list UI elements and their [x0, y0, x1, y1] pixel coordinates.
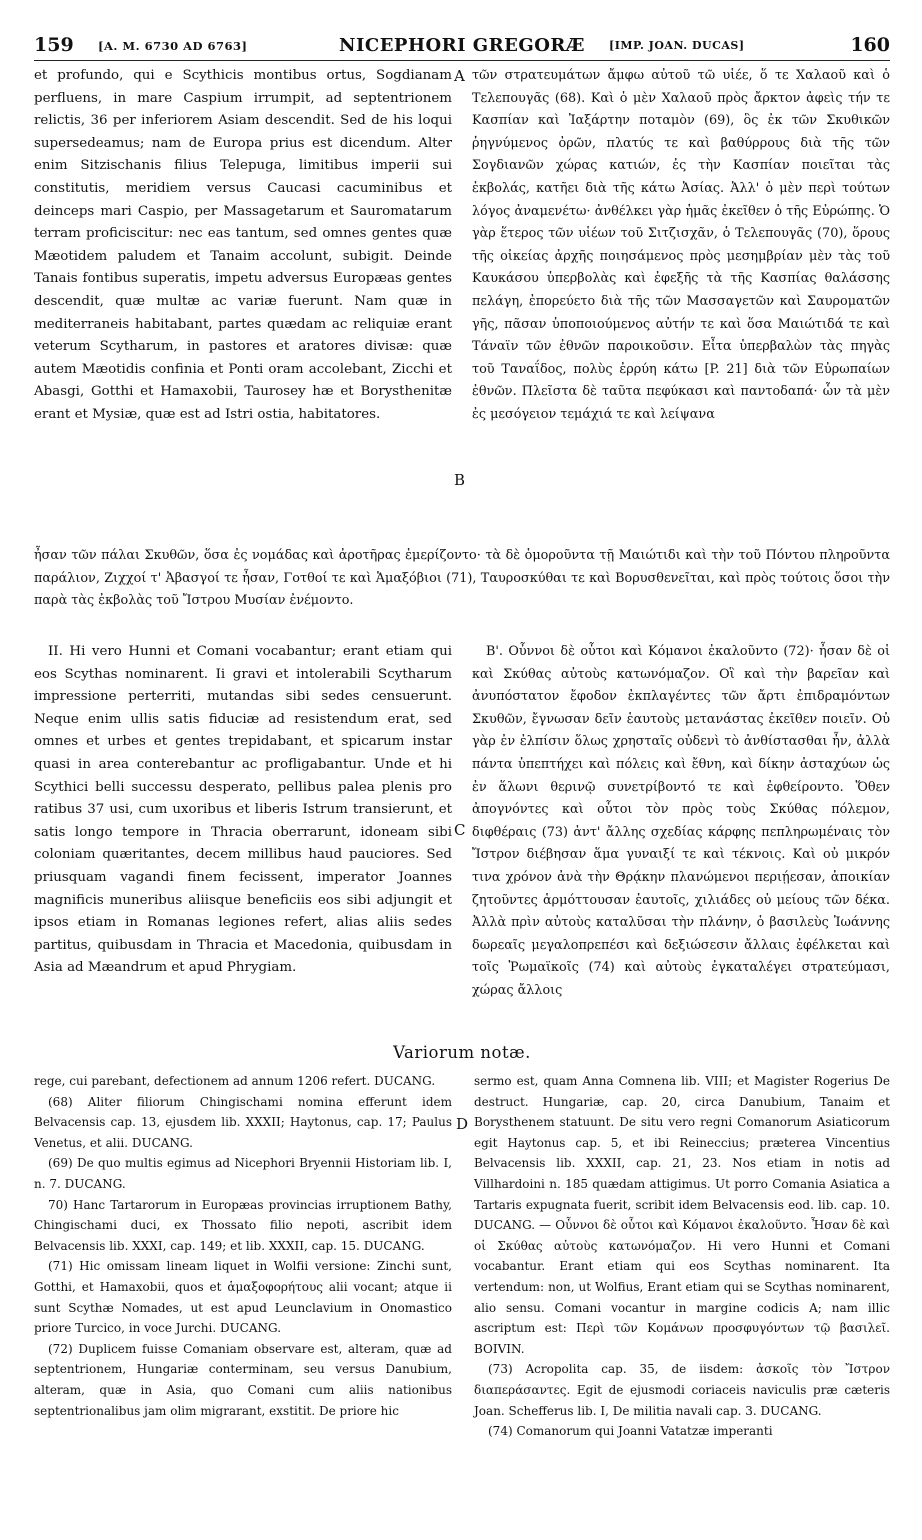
page-title: NICEPHORI GREGORÆ	[339, 35, 585, 56]
greek-full-width-continuation	[34, 545, 890, 613]
greek-paragraph-1: τῶν στρατευμάτων ἄμφω αὐτοῦ τῶ υἱέε, ὅ τε Χαλαοῦ καὶ ὁ Τελεπουγᾶς (68). Καὶ ὁ μὲν Χαλαοῦ πρὸς ἄρκτον ἀφεὶς τήν τε Κασπίαν καὶ Ἰαξάρτην ποταμὸν (69), ὃς ἐκ τῶν Σκυθικῶν ῥηγνύμενος ὀρῶν, πλατύς τε καὶ βαθύρρους διὰ τῆς τῶν Σογδιανῶν χώρας κατιών, ἐς τὴν Κασπίαν ποιεῖται τὰς ἐκβολάς, κατῆει διὰ τῆς κάτω Ἀσίας. Ἀλλ' ὁ μὲν περὶ τούτων λόγος ἀναμενέτω· ἀνθέλκει γὰρ ἡμᾶς ἐκεῖθεν ὁ τῆς Εὐρώπης. Ὁ γὰρ ἕτερος τῶν υἱέων τοῦ Σιτζισχᾶν, ὁ Τελεπουγᾶς (70), ὅρους τῆς οἰκείας ἀρχῆς ποιησάμενος πρὸς μεσημβρίαν μὲν τὰς τοῦ Καυκάσου ὑπερβολὰς καὶ ἐφεξῆς τὰ τῆς Κασπίας θαλάσσης πελάγη, ἐπορεύετο διὰ τῆς τῶν Μασσαγετῶν καὶ Σαυροματῶν γῆς, πᾶσαν ὑποποιούμενος αὐτήν τε καὶ ὅσα Μαιώτιδά τε καὶ Τάναϊν τῶν ἐθνῶν παροικοῦσιν. Εἶτα ὑπερβαλὼν τὰς πηγὰς τοῦ Ταναΐδος, πολὺς ἐρρύη κάτω [P. 21] διὰ τῶν Εὐρωπαίων ἐθνῶν. Πλεῖστα δὲ ταῦτα πεφύκασι καὶ παντοδαπά· ὧν τὰ μὲν ἐς μεσόγειον τεμάχιά τε καὶ λείψανα	[472, 68, 890, 422]
note-left-4: 70) Hanc Tartarorum in Europæas provincias irruptionem Bathy, Chingischami duci, ex Thossato filio nepoti, ascribit idem Belvacensis lib. XXXI, cap. 149; et lib. XXXII, cap. 15. DUCANG.	[34, 1197, 452, 1253]
header-emperor-label: [IMP. JOAN. DUCAS]	[609, 39, 745, 52]
note-left-6: (72) Duplicem fuisse Comaniam observare est, alteram, quæ ad septentrionem, Hungariæ conterminam, seu versus Danubium, alteram, quæ in Asia, quo Comani cum aliis nationibus septentrionalibus jam olim migrarant, exstitit. De priore hic	[34, 1341, 452, 1418]
header-year-label: [A. M. 6730 AD 6763]	[98, 39, 248, 53]
page	[34, 32, 890, 1522]
margin-letter-b: B	[454, 471, 466, 489]
page-body	[34, 61, 890, 1521]
greek-column-section-1	[472, 65, 890, 427]
page-number-right: 160	[850, 34, 890, 56]
margin-letter-c: C	[454, 821, 466, 839]
running-header	[34, 32, 890, 61]
variorum-notes-title: Variorum notæ.	[393, 1043, 531, 1062]
greek-paragraph-2: Β'. Οὖννοι δὲ οὗτοι καὶ Κόμανοι ἐκαλοῦντο (72)· ἦσαν δὲ οἱ καὶ Σκύθας αὐτοὺς κατωνόμαζον. Οἳ καὶ τὴν βαρεῖαν καὶ ἀνυπόστατον ἔφοδον ἐκπλαγέντες τῶν ἄρτι ἐπιδραμόντων Σκυθῶν, ἔγνωσαν δεῖν ἑαυτοὺς μετανάστας ἐκεῖθεν ποιεῖν. Οὐ γὰρ ἐν ἐλπίσιν ὅλως χρησταῖς οὐδενὶ τὸ ἀνθίστασθαι ἦν, ἀλλὰ πάντα ὑπεπτήχει καὶ πόλεις καὶ ἔθνη, καὶ δίκην ἀσταχύων ὡς ἐν ἅλωνι θερινῷ συνετρίβοντό τε καὶ ἐφθείροντο. Ὅθεν ἀπογνόντες καὶ οὗτοι τὸν πρὸς τοὺς Σκύθας πόλεμον, διφθέραις (73) ἀντ' ἄλλης σχεδίας κάρφης πεπληρωμέναις τὸν Ἴστρον διέβησαν ἅμα γυναιξί τε καὶ τέκνοις. Καὶ οὐ μικρόν τινα χρόνον ἀνὰ τὴν Θρᾴκην πλανώμενοι περιῄεσαν, ἀποικίαν ζητοῦντες ἁρμόττουσαν ἑαυτοῖς, χιλιάδες οὐ μείους τῶν δέκα. Ἀλλὰ πρὶν αὐτοὺς καταλῦσαι τὴν πλάνην, ὁ βασιλεὺς Ἰωάννης δωρεαῖς μεγαλοπρεπέσι καὶ δεξιώσεσιν ἄλλαις ἐφέλκεται καὶ τοῖς Ῥωμαϊκοῖς (74) καὶ αὐτοὺς ἐγκαταλέγει στρατεύμασι, χώρας ἄλλοις	[472, 644, 890, 998]
latin-paragraph-2: II. Hi vero Hunni et Comani vocabantur; erant etiam qui eos Scythas nominarent. Ii gravi et intolerabili Scytharum impressione perterriti, mutandas sibi sedes censuerunt. Neque enim ullis satis fiduciæ ad resistendum erat, sed omnes et urbes et gentes trepidabant, et spicarum instar quasi in area conterebantur ac profligabantur. Unde et hi Scythici belli successu desperato, pellibus palea plenis pro ratibus 37 usi, cum uxoribus et liberis Istrum transierunt, et satis longo tempore in Thracia oberrarunt, idoneam sibi coloniam quæritantes, decem millibus haud pauciores. Sed priusquam vagandi finem fecissent, imperator Joannes magnificis muneribus aliisque beneficiis eos sibi adjungit et ipsos etiam in Romanas legiones refert, alias aliis sedes partitus, quibusdam in Thracia et Macedonia, quibusdam in Asia ad Mæandrum et apud Phrygiam.	[34, 644, 452, 976]
notes-right-column	[474, 1071, 890, 1442]
note-right-1: sermo est, quam Anna Comnena lib. VIII; et Magister Rogerius De destruct. Hungariæ, cap. 20, circa Danubium, Tanaim et Borysthenem statuunt. De situ vero regni Comanorum Asiaticorum egit Haytonus cap. 5, et ibi Reineccius; præterea Vincentius Belvacensis lib. XXXII, cap. 21, 23. Nos etiam in notis ad Villhardoini n. 185 quædam attigimus. Ut porro Comania Asiatica a Tartaris expugnata fuerit, scribit idem Belvacensis eod. lib. cap. 10. DUCANG. — Οὖννοι δὲ οὗτοι καὶ Κόμανοι ἐκαλοῦντο. Ἦσαν δὲ καὶ οἱ Σκύθας αὐτοὺς κατωνόμαζον. Hi vero Hunni et Comani vocabantur. Erant etiam qui eos Scythas nominarent. Ita vertendum: non, ut Wolfius, Erant etiam qui se Scythas nominarent, alio sensu. Comani vocantur in margine codicis A; nam illic ascriptum est: Περὶ τῶν Κομάνων προσφυγόντων τῷ βασιλεῖ. BOIVIN.	[474, 1074, 890, 1356]
note-left-1: rege, cui parebant, defectionem ad annum 1206 refert. DUCANG.	[34, 1074, 436, 1088]
note-right-3: (74) Comanorum qui Joanni Vatatzæ imperanti	[488, 1424, 773, 1439]
notes-left-column	[34, 1071, 452, 1421]
margin-letter-a: A	[454, 67, 465, 85]
latin-paragraph-1: et profundo, qui e Scythicis montibus ortus, Sogdianam perfluens, in mare Caspium irrumpit, ad septentrionem relictis, 36 per inferiorem Asiam descendit. Sed de his loqui supersedeamus; nam de Europa prius est dicendum. Alter enim Sitzischanis filius Telepuga, limitibus imperii sui constitutis, meridiem versus Caucasi cacuminibus et deinceps mari Caspio, per Massagetarum et Sauromatarum terram proficiscitur: nec eas tantum, sed omnes gentes quæ Mæotidem paludem et Tanaim accolunt, subigit. Deinde Tanais fontibus superatis, impetu adversus Europæas gentes descendit, quæ multæ ac variæ fuerunt. Nam quæ in mediterraneis habitabant, partes quædam ac reliquiæ erant veterum Scytharum, in pastores et aratores divisæ: quæ autem Mæotidis confinia et Ponti oram accolebant, Zicchi et Abasgi, Gotthi et Hamaxobii, Taurosey hæ et Borysthenitæ erant et Mysiæ, quæ est ad Istri ostia, habitatores.	[34, 68, 452, 422]
note-right-2: (73) Acropolita cap. 35, de iisdem: ἀσκοῖς τὸν Ἴστρον διαπεράσαντες. Egit de ejusmodi coriaceis naviculis præ cæteris Joan. Schefferus lib. I, De militia navali cap. 3. DUCANG.	[474, 1362, 890, 1418]
note-left-2: (68) Aliter filiorum Chingischami nomina efferunt idem Belvacensis cap. 13, ejusdem lib. XXXII; Haytonus, cap. 17; Paulus Venetus, et alii. DUCANG.	[34, 1094, 452, 1150]
note-left-3: (69) De quo multis egimus ad Nicephori Bryennii Historiam lib. I, n. 7. DUCANG.	[34, 1156, 452, 1191]
margin-letter-d: D	[456, 1115, 469, 1133]
greek-paragraph-1-end: ἦσαν τῶν πάλαι Σκυθῶν, ὅσα ἐς νομάδας καὶ ἀροτῆρας ἐμερίζοντο· τὰ δὲ ὁμοροῦντα τῇ Μαιώτιδι καὶ τὴν τοῦ Πόντου πληροῦντα παράλιον, Ζιχχοί τ' Ἀβασγοί τε ἦσαν, Γοτθοί τε καὶ Ἁμαξόβιοι (71), Ταυροσκύθαι τε καὶ Βορυσθενεῖται, καὶ πρὸς τούτοις ὅσοι τὴν παρὰ τὰς ἐκβολὰς τοῦ Ἴστρου Μυσίαν ἐνέμοντο.	[34, 548, 890, 609]
latin-column-section-1	[34, 65, 452, 427]
latin-column-section-2	[34, 641, 452, 980]
greek-column-section-2	[472, 641, 890, 1003]
page-number-left: 159	[34, 34, 74, 56]
note-left-5: (71) Hic omissam lineam liquet in Wolfii versione: Zinchi sunt, Gotthi, et Hamaxobii, quos et ἁμαξοφορήτους alii vocant; atque ii sunt Scythæ Nomades, ut est apud Leunclavium in Onomastico priore Turcico, in voce Jurchi. DUCANG.	[34, 1259, 452, 1336]
